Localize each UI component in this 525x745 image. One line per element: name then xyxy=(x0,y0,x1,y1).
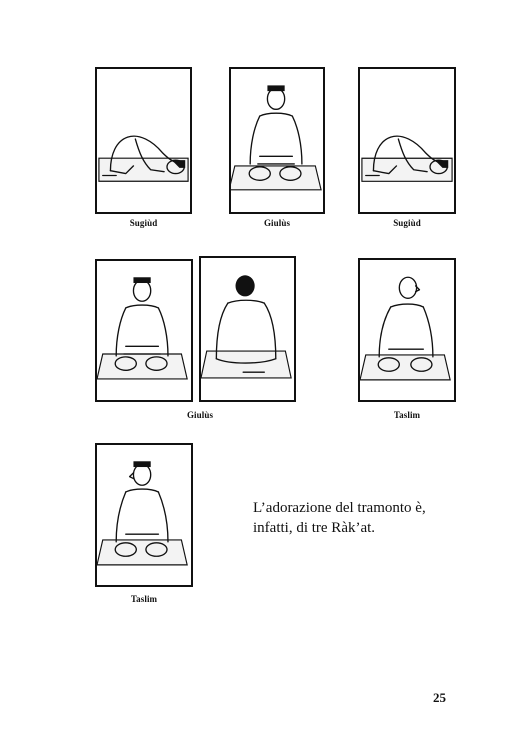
illustration-back-view xyxy=(199,256,296,402)
sitting-front-figure xyxy=(97,261,191,400)
caption-taslim-1: Taslim xyxy=(393,410,421,420)
caption-taslim-2: Taslim xyxy=(130,594,158,604)
caption-sugiud-1: Sugiùd xyxy=(129,218,158,228)
sitting-back-figure xyxy=(201,258,294,400)
prostration-figure xyxy=(360,69,454,212)
sitting-front-figure xyxy=(231,69,323,212)
caption-giulus-2: Giulùs xyxy=(186,410,214,420)
illustration-taslim-2 xyxy=(95,443,193,587)
caption-giulus-1: Giulùs xyxy=(263,218,291,228)
body-text: L’adorazione del tramonto è, infatti, di tre Ràk’at. xyxy=(253,500,426,536)
page-number: 25 xyxy=(433,690,446,705)
illustration-giulus-1 xyxy=(229,67,325,214)
caption-sugiud-2: Sugiùd xyxy=(393,218,421,228)
illustration-taslim-1 xyxy=(358,258,456,402)
sitting-head-right-figure xyxy=(360,260,454,400)
illustration-sugiud-1 xyxy=(95,67,192,214)
illustration-giulus-2 xyxy=(95,259,193,402)
sitting-head-left-figure xyxy=(97,445,191,585)
illustration-sugiud-2 xyxy=(358,67,456,214)
prostration-figure xyxy=(97,69,190,212)
